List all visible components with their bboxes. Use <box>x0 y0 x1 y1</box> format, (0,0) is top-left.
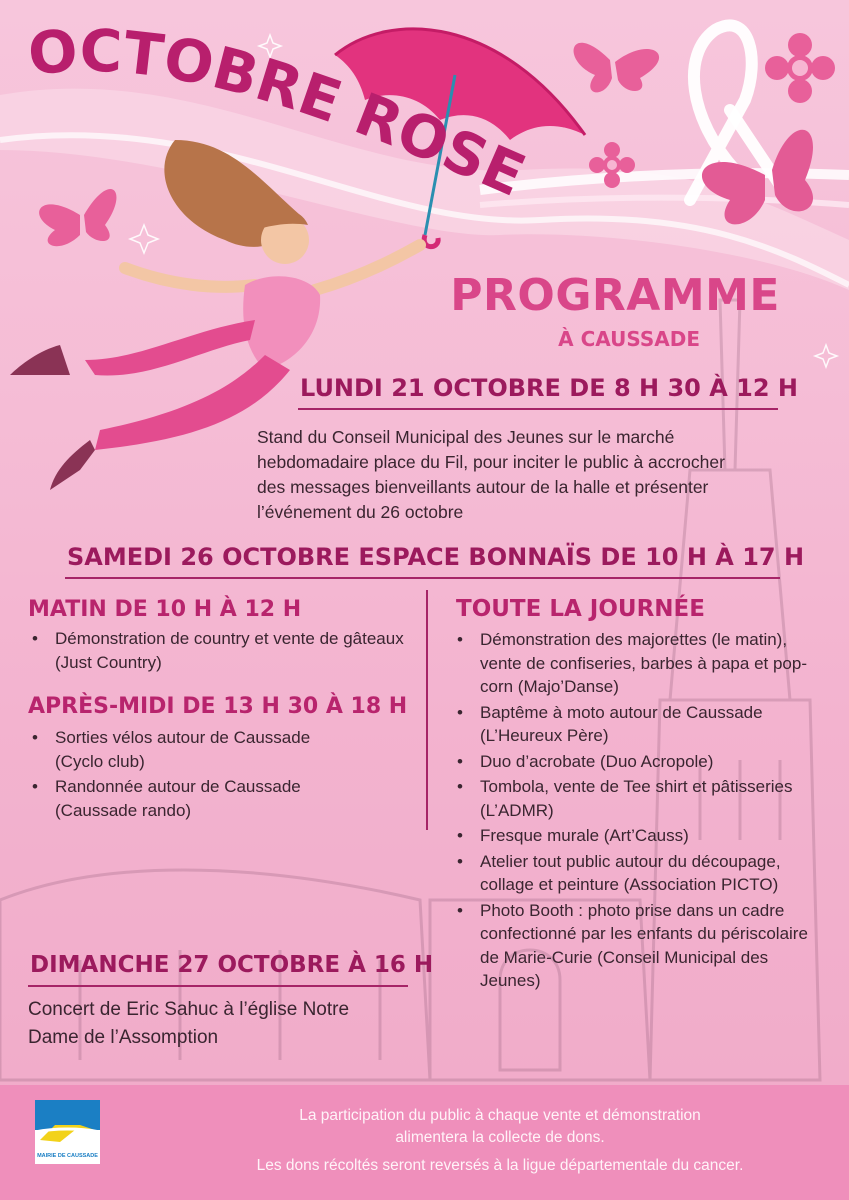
logo-text: MAIRIE DE CAUSSADE <box>37 1153 98 1159</box>
apres-midi-list <box>30 726 360 824</box>
footer-line: Les dons récoltés seront reversés à la ligue départementale du cancer. <box>256 1157 744 1174</box>
list-item: • Démonstration des majorettes (le matin), vente de confiseries, barbes à papa et pop-corn (Majo’Danse) <box>455 628 810 699</box>
poster-title: OCTOBRE ROSE <box>25 20 535 210</box>
list-item: • Atelier tout public autour du découpage, collage et peinture (Association PICTO) <box>455 850 810 897</box>
lundi-text <box>257 425 817 525</box>
footer-text <box>150 1105 849 1177</box>
lundi-heading: LUNDI 21 OCTOBRE DE 8 H 30 À 12 H <box>300 374 798 402</box>
journee-list <box>455 628 810 995</box>
journee-heading: TOUTE LA JOURNÉE <box>456 596 705 622</box>
list-item: • Sorties vélos autour de Caussade (Cyclo club) <box>30 726 360 773</box>
list-item: • Tombola, vente de Tee shirt et pâtisseries (L’ADMR) <box>455 775 810 822</box>
footer-line: alimentera la collecte de dons. <box>395 1129 605 1146</box>
lundi-rule <box>298 408 778 410</box>
list-item: • Baptême à moto autour de Caussade (L’Heureux Père) <box>455 701 810 748</box>
dimanche-text <box>28 996 428 1052</box>
matin-heading: MATIN DE 10 H À 12 H <box>28 597 302 622</box>
title-svg <box>20 20 580 250</box>
list-item: • Photo Booth : photo prise dans un cadre confectionné par les enfants du périscolaire de Marie-Curie (Conseil Municipal des Jeunes) <box>455 899 810 993</box>
list-item: • Démonstration de country et vente de gâteaux (Just Country) <box>30 627 410 674</box>
matin-list <box>30 627 410 676</box>
mairie-logo <box>35 1100 100 1164</box>
list-item: • Randonnée autour de Caussade (Caussade rando) <box>30 775 360 822</box>
lundi-line: des messages bienveillants autour de la halle et présenter <box>257 477 709 497</box>
dimanche-rule <box>28 985 408 987</box>
list-item: • Fresque murale (Art’Causs) <box>455 824 810 848</box>
programme-location: À CAUSSADE <box>558 327 700 351</box>
dimanche-line: Dame de l’Assomption <box>28 1027 219 1048</box>
dimanche-heading: DIMANCHE 27 OCTOBRE À 16 H <box>30 952 434 978</box>
butterfly-icon <box>574 43 659 93</box>
lundi-line: hebdomadaire place du Fil, pour inciter le public à accrocher <box>257 452 725 472</box>
flower-icon <box>765 33 835 103</box>
apres-midi-heading: APRÈS-MIDI DE 13 H 30 À 18 H <box>28 694 408 719</box>
programme-title: PROGRAMME <box>450 270 780 321</box>
samedi-rule <box>65 577 780 579</box>
footer-line: La participation du public à chaque vente et démonstration <box>299 1107 701 1124</box>
samedi-heading: SAMEDI 26 OCTOBRE ESPACE BONNAÏS DE 10 H À 17 H <box>67 543 805 571</box>
logo-mark-icon <box>35 1100 100 1150</box>
column-divider <box>426 590 428 830</box>
lundi-line: l’événement du 26 octobre <box>257 502 464 522</box>
dimanche-line: Concert de Eric Sahuc à l’église Notre <box>28 999 350 1020</box>
lundi-line: Stand du Conseil Municipal des Jeunes sur le marché <box>257 427 675 447</box>
list-item: • Duo d’acrobate (Duo Acropole) <box>455 750 810 774</box>
